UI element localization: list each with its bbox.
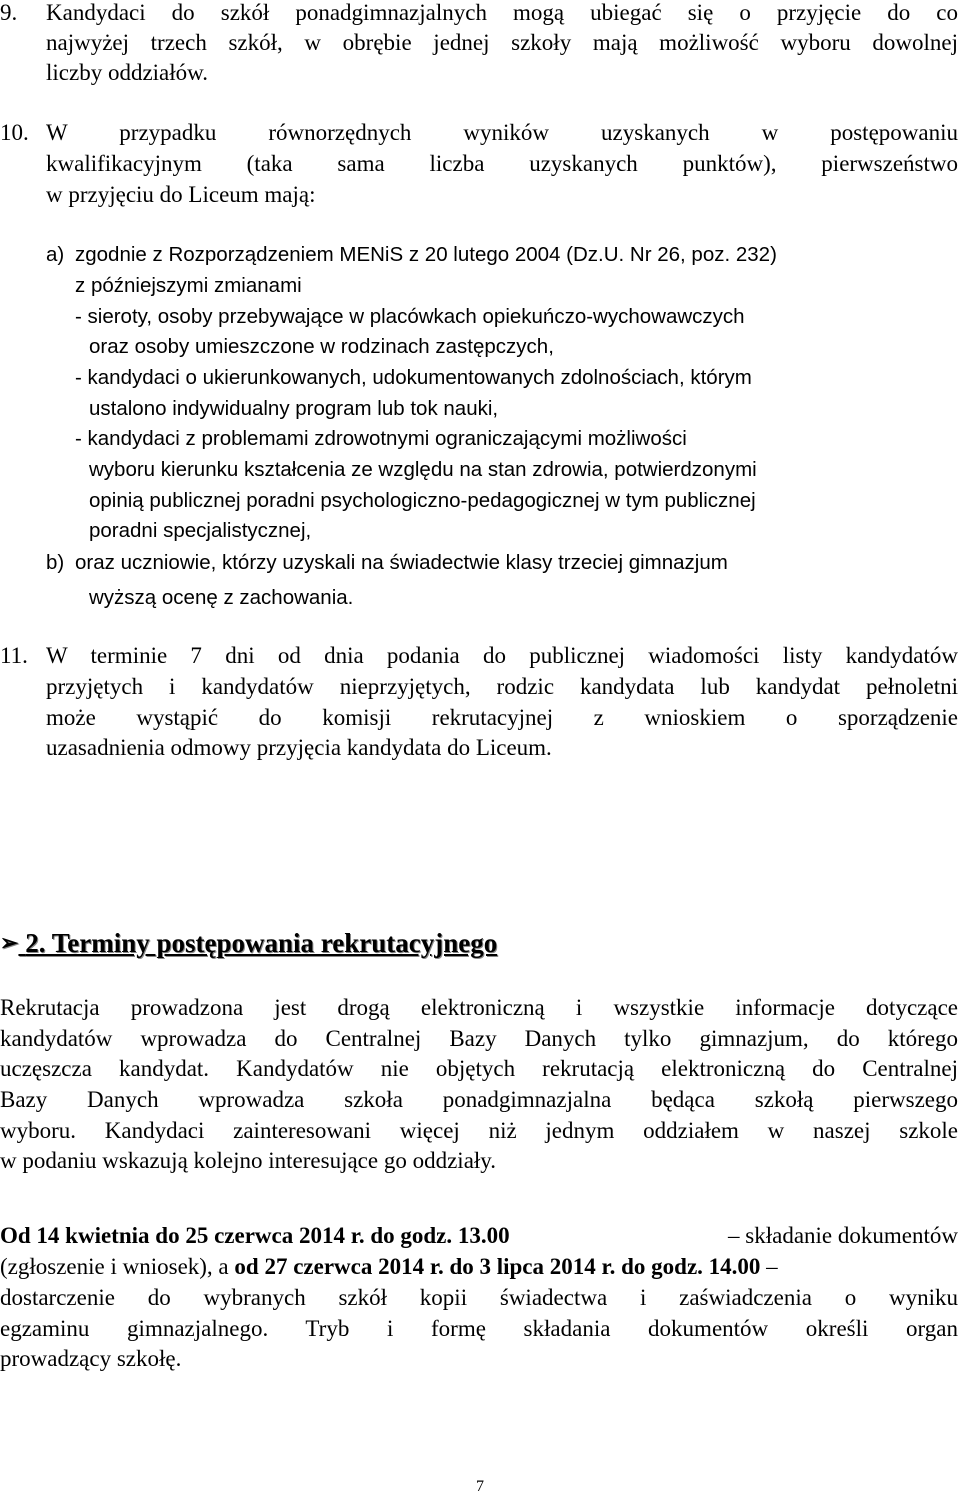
item-10-b-marker: b) — [46, 551, 65, 574]
section-2-p1-line-2: kandydatów wprowadza do Centralnej Bazy Danych tylko gimnazjum, do którego — [0, 1026, 958, 1051]
item-9-line-3: liczby oddziałów. — [46, 60, 209, 85]
item-10-a-dash-3d: poradni specjalistycznej, — [89, 519, 312, 542]
p2-bold-dates-2: od 27 czerwca 2014 r. do 3 lipca 2014 r. do godz. 14.00 — [234, 1254, 761, 1279]
item-11-line-1: W terminie 7 dni od dnia podania do publicznej wiadomości listy kandydatów — [46, 643, 958, 668]
item-11-line-3: może wystąpić do komisji rekrutacyjnej z wnioskiem o sporządzenie — [46, 705, 958, 730]
section-2-p2-line-3: dostarczenie do wybranych szkół kopii świadectwa i zaświadczenia o wyniku — [0, 1285, 958, 1310]
p2-pre-2: (zgłoszenie i wniosek), a — [0, 1254, 235, 1279]
item-11-line-4: uzasadnienia odmowy przyjęcia kandydata do Liceum. — [46, 735, 552, 760]
item-9-line-2: najwyżej trzech szkół, w obrębie jednej szkoły mają możliwość wyboru dowolnej — [46, 30, 958, 55]
item-10-a-line-1: zgodnie z Rozporządzeniem MENiS z 20 lutego 2004 (Dz.U. Nr 26, poz. 232) — [75, 243, 777, 266]
item-10-line-2: kwalifikacyjnym (taka sama liczba uzyskanych punktów), pierwszeństwo — [46, 151, 958, 176]
item-10-line-3: w przyjęciu do Liceum mają: — [46, 182, 316, 207]
section-2-heading-text: 2. Terminy postępowania rekrutacyjnego — [25, 928, 498, 958]
section-2-p1-line-5: wyboru. Kandydaci zainteresowani więcej niż jednym oddziałem w naszej szkole — [0, 1118, 958, 1143]
section-2-p2-line-5: prowadzący szkołę. — [0, 1346, 182, 1371]
item-10-a-line-2: z późniejszymi zmianami — [75, 274, 302, 297]
section-2-p2-line-1 — [0, 1221, 958, 1251]
section-2-p1-line-6: w podaniu wskazują kolejno interesujące go oddziały. — [0, 1148, 497, 1173]
section-2-p2-line-2 — [0, 1252, 958, 1282]
section-2-p1-line-3: uczęszcza kandydat. Kandydatów nie objętych rekrutacją elektroniczną do Centralnej — [0, 1056, 958, 1081]
item-10-a-dash-2b: ustalono indywidualny program lub tok nauki, — [89, 397, 499, 420]
p2-bold-dates-1: Od 14 kwietnia do 25 czerwca 2014 r. do godz. 13.00 — [0, 1223, 510, 1248]
item-10-a-dash-1a: - sieroty, osoby przebywające w placówkach opiekuńczo-wychowawczych — [75, 305, 745, 328]
section-2-p2-line-4: egzaminu gimnazjalnego. Tryb i formę składania dokumentów określi organ — [0, 1316, 958, 1341]
item-10-a-dash-3b: wyboru kierunku kształcenia ze względu na stan zdrowia, potwierdzonymi — [89, 458, 757, 481]
p2-rest-1: – składanie dokumentów — [728, 1223, 958, 1248]
item-10-a-dash-2a: - kandydaci o ukierunkowanych, udokumentowanych zdolnościach, którym — [75, 366, 752, 389]
section-2-p1-line-4: Bazy Danych wprowadza szkoła ponadgimnazjalna będąca szkołą pierwszego — [0, 1087, 958, 1112]
item-10-a-dash-3a: - kandydaci z problemami zdrowotnymi ograniczającymi możliwości — [75, 427, 687, 450]
item-10-a-dash-3c: opinią publicznej poradni psychologiczno-pedagogicznej w tym publicznej — [89, 489, 756, 512]
item-10-b-line-1: oraz uczniowie, którzy uzyskali na świadectwie klasy trzeciej gimnazjum — [75, 551, 728, 574]
section-2-p1-line-1: Rekrutacja prowadzona jest drogą elektroniczną i wszystkie informacje dotyczące — [0, 995, 958, 1020]
item-11-line-2: przyjętych i kandydatów nieprzyjętych, rodzic kandydata lub kandydat pełnoletni — [46, 674, 958, 699]
section-2-heading — [0, 925, 497, 961]
p2-post-2: – — [760, 1254, 778, 1279]
page-number: 7 — [476, 1478, 484, 1495]
item-10-a-marker: a) — [46, 243, 65, 266]
item-10-a-dash-1b: oraz osoby umieszczone w rodzinach zastępczych, — [89, 335, 554, 358]
item-9-line-1: Kandydaci do szkół ponadgimnazjalnych mogą ubiegać się o przyjęcie do co — [46, 0, 958, 25]
item-9-number: 9. — [0, 0, 18, 25]
item-10-number: 10. — [0, 120, 29, 145]
heading-arrow-icon: ➢ — [0, 930, 19, 955]
item-10-line-1: W przypadku równorzędnych wyników uzyskanych w postępowaniu — [46, 120, 958, 145]
item-11-number: 11. — [0, 643, 28, 668]
item-10-b-line-2: wyższą ocenę z zachowania. — [89, 586, 354, 609]
